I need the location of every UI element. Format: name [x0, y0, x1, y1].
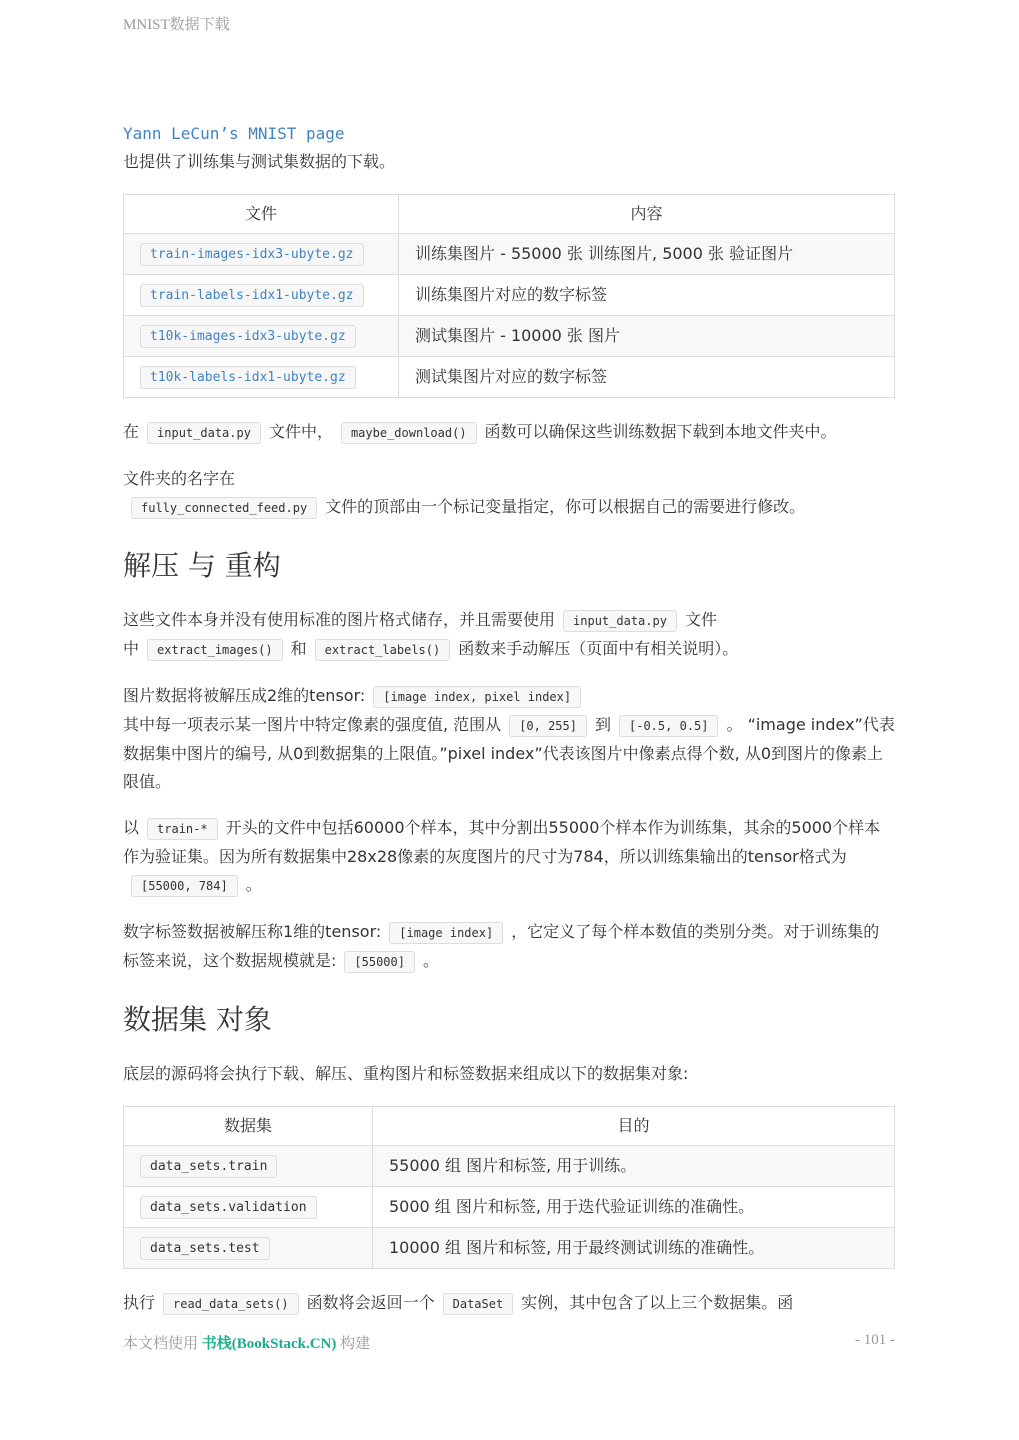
section-heading-decompress: 解压 与 重构 — [123, 549, 281, 582]
table-row — [124, 1187, 895, 1228]
text: 其中每一项表示某一图片中特定像素的强度值, 范围从 — [123, 715, 502, 734]
text: 函数将会返回一个 — [306, 1293, 435, 1312]
inline-code: extract_images() — [147, 639, 283, 661]
file-link[interactable] — [140, 366, 356, 385]
description-cell: 测试集图片对应的数字标签 — [399, 357, 895, 398]
text: 中 — [123, 639, 140, 658]
text: 函数来手动解压（页面中有相关说明）。 — [458, 639, 739, 658]
inline-code: [55000] — [344, 951, 415, 973]
inline-code: read_data_sets() — [163, 1293, 299, 1315]
paragraph — [123, 1060, 895, 1088]
name-cell — [124, 1146, 373, 1187]
inline-code: [-0.5, 0.5] — [619, 715, 718, 737]
file-name[interactable]: t10k-images-idx3-ubyte.gz — [140, 325, 356, 348]
page-number: - 101 - — [855, 1332, 895, 1348]
inline-code: fully_connected_feed.py — [131, 497, 317, 519]
inline-code: input_data.py — [147, 422, 261, 444]
paragraph — [123, 918, 895, 976]
name-cell — [124, 316, 399, 357]
files-table — [123, 194, 895, 398]
inline-code: [55000, 784] — [131, 875, 238, 897]
file-name: data_sets.test — [140, 1237, 270, 1260]
table-row — [124, 1146, 895, 1187]
paragraph — [123, 682, 895, 796]
text: 以 — [123, 818, 140, 837]
paragraph — [123, 465, 895, 522]
text: 。 — [245, 875, 262, 894]
section-heading-dataset: 数据集 对象 — [123, 1003, 272, 1036]
intro-text: 也提供了训练集与测试集数据的下载。 — [123, 152, 396, 171]
inline-code: extract_labels() — [315, 639, 451, 661]
file-name: data_sets.train — [140, 1155, 277, 1178]
file-link[interactable] — [140, 243, 364, 262]
file-name[interactable]: train-images-idx3-ubyte.gz — [140, 243, 364, 266]
text: 数字标签数据被解压称1维的tensor: — [123, 922, 382, 941]
column-header: 数据集 — [124, 1107, 373, 1146]
inline-code: train-* — [147, 818, 218, 840]
description-cell: 训练集图片 - 55000 张 训练图片, 5000 张 验证图片 — [399, 234, 895, 275]
text: 底层的源码将会执行下载、解压、重构图片和标签数据来组成以下的数据集对象: — [123, 1064, 689, 1083]
description-cell: 训练集图片对应的数字标签 — [399, 275, 895, 316]
paragraph — [123, 814, 895, 900]
text: ，它定义了每个样本数值的类别分类。对于训练集的标签来说，这个数据规模就是: — [123, 922, 880, 970]
text: 文件中， — [268, 422, 333, 441]
table-row — [124, 1228, 895, 1269]
inline-code: maybe_download() — [341, 422, 477, 444]
text: 。 — [422, 951, 439, 970]
table-row — [124, 234, 895, 275]
text: 开头的文件中包括60000个样本，其中分割出55000个样本作为训练集，其余的5000个样本作为验证集。因为所有数据集中28x28像素的灰度图片的尺寸为784，所以训练集输出的tensor格式为 — [123, 818, 881, 866]
footer-prefix: 本文档使用 — [123, 1336, 199, 1352]
file-name[interactable]: t10k-labels-idx1-ubyte.gz — [140, 366, 356, 389]
description-cell: 10000 组 图片和标签, 用于最终测试训练的准确性。 — [373, 1228, 895, 1269]
datasets-table — [123, 1106, 895, 1269]
inline-code: [0, 255] — [509, 715, 587, 737]
text: 文件 — [684, 610, 717, 629]
text: 文件的顶部由一个标记变量指定，你可以根据自己的需要进行修改。 — [325, 497, 806, 516]
text: 实例，其中包含了以上三个数据集。函 — [521, 1293, 794, 1312]
text: 到 — [594, 715, 611, 734]
page-header: MNIST数据下载 — [123, 17, 230, 33]
text: 图片数据将被解压成2维的tensor: — [123, 686, 366, 705]
name-cell — [124, 234, 399, 275]
column-header: 目的 — [373, 1107, 895, 1146]
bookstack-link[interactable]: 书栈(BookStack.CN) — [201, 1336, 337, 1352]
file-name: data_sets.validation — [140, 1196, 317, 1219]
table-header-row — [124, 1107, 895, 1146]
text: 文件夹的名字在 — [123, 469, 236, 488]
content — [123, 120, 895, 1336]
file-name[interactable]: train-labels-idx1-ubyte.gz — [140, 284, 364, 307]
paragraph — [123, 418, 895, 447]
name-cell — [124, 275, 399, 316]
description-cell: 测试集图片 - 10000 张 图片 — [399, 316, 895, 357]
page-footer — [123, 1332, 895, 1353]
text: 函数可以确保这些训练数据下载到本地文件夹中。 — [484, 422, 837, 441]
text: 执行 — [123, 1293, 156, 1312]
text: 。 “image index”代表数据集中图片的编号, 从0到数据集的上限值。”pixel index”代表该图片中像素点得个数, 从0到图片的像素上限值。 — [123, 715, 895, 791]
footer-suffix: 构建 — [340, 1336, 371, 1352]
file-link[interactable] — [140, 325, 356, 344]
text: 在 — [123, 422, 140, 441]
description-cell: 5000 组 图片和标签, 用于迭代验证训练的准确性。 — [373, 1187, 895, 1228]
inline-code: input_data.py — [563, 610, 677, 632]
inline-code: DataSet — [443, 1293, 514, 1315]
paragraph — [123, 606, 895, 664]
description-cell: 55000 组 图片和标签, 用于训练。 — [373, 1146, 895, 1187]
name-cell — [124, 1187, 373, 1228]
text: 和 — [290, 639, 307, 658]
name-cell — [124, 357, 399, 398]
paragraph — [123, 1289, 895, 1318]
table-header-row — [124, 195, 895, 234]
text: 这些文件本身并没有使用标准的图片格式储存，并且需要使用 — [123, 610, 556, 629]
column-header: 文件 — [124, 195, 399, 234]
inline-code: [image index, pixel index] — [373, 686, 581, 708]
table-row — [124, 275, 895, 316]
column-header: 内容 — [399, 195, 895, 234]
file-link[interactable] — [140, 284, 364, 303]
table-row — [124, 357, 895, 398]
inline-code: [image index] — [389, 922, 503, 944]
table-row — [124, 316, 895, 357]
mnist-page-link[interactable]: Yann LeCun’s MNIST page — [123, 124, 345, 143]
name-cell — [124, 1228, 373, 1269]
